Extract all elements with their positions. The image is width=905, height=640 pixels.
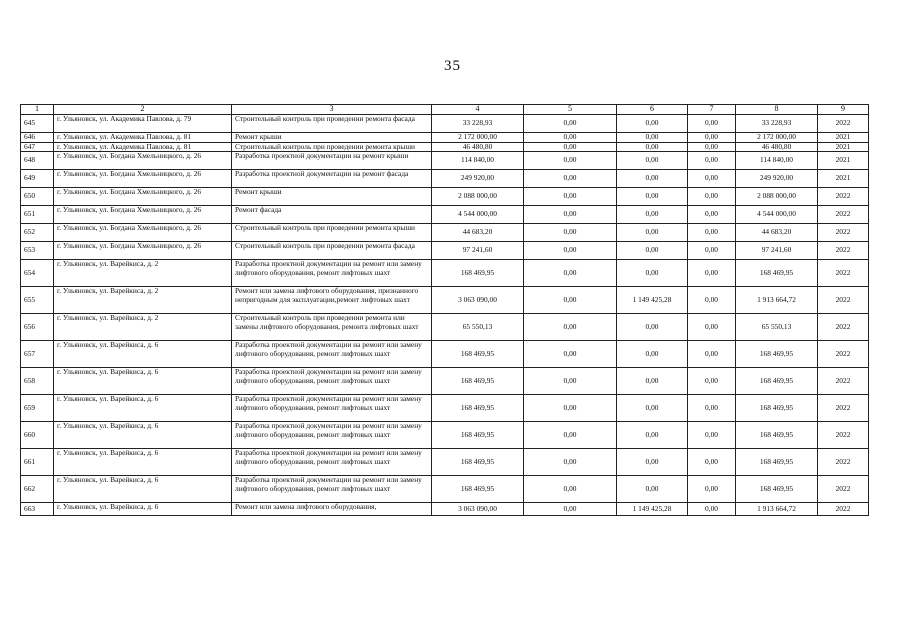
work-type-cell: Ремонт фасада: [232, 206, 432, 224]
total-cost-cell: 2 088 000,00: [432, 188, 524, 206]
year-cell: 2022: [818, 224, 869, 242]
row-number: 650: [21, 188, 54, 206]
address-cell: г. Ульяновск, ул. Варейкиса, д. 6: [54, 449, 232, 476]
total-cost-cell: 168 469,95: [432, 422, 524, 449]
page-number: 35: [444, 58, 461, 74]
work-type-cell: Строительный контроль при проведении ремонта или замены лифтового оборудования, ремонта лифтовых шахт: [232, 314, 432, 341]
table-row: [21, 206, 869, 224]
row-number: 657: [21, 341, 54, 368]
work-type-cell: Разработка проектной документации на ремонт или замену лифтового оборудования, ремонт лифтовых шахт: [232, 368, 432, 395]
row-number: 656: [21, 314, 54, 341]
address-cell: г. Ульяновск, ул. Богдана Хмельницкого, д. 26: [54, 206, 232, 224]
header-cell: 2: [54, 105, 232, 115]
header-cell: 1: [21, 105, 54, 115]
total-cost-cell: 168 469,95: [432, 449, 524, 476]
cost-cell-col7: 0,00: [688, 368, 736, 395]
cost-cell-col8: 1 913 664,72: [736, 287, 818, 314]
cost-cell-col5: 0,00: [524, 314, 617, 341]
cost-cell-col6: 0,00: [617, 341, 688, 368]
cost-cell-col7: 0,00: [688, 449, 736, 476]
table-row: [21, 449, 869, 476]
cost-cell-col8: 44 683,20: [736, 224, 818, 242]
cost-cell-col8: 46 480,80: [736, 142, 818, 152]
year-cell: 2021: [818, 142, 869, 152]
row-number: 646: [21, 133, 54, 143]
table-row: [21, 314, 869, 341]
year-cell: 2022: [818, 287, 869, 314]
cost-cell-col8: 97 241,60: [736, 242, 818, 260]
table-row: [21, 395, 869, 422]
address-cell: г. Ульяновск, ул. Богдана Хмельницкого, д. 26: [54, 188, 232, 206]
year-cell: 2021: [818, 170, 869, 188]
work-type-cell: Строительный контроль при проведении ремонта фасада: [232, 115, 432, 133]
address-cell: г. Ульяновск, ул. Богдана Хмельницкого, д. 26: [54, 152, 232, 170]
work-type-cell: Разработка проектной документации на ремонт или замену лифтового оборудования, ремонт лифтовых шахт: [232, 341, 432, 368]
row-number: 663: [21, 503, 54, 516]
cost-cell-col6: 0,00: [617, 422, 688, 449]
cost-cell-col7: 0,00: [688, 115, 736, 133]
cost-cell-col8: 1 913 664,72: [736, 503, 818, 516]
header-cell: 3: [232, 105, 432, 115]
total-cost-cell: 168 469,95: [432, 395, 524, 422]
row-number: 645: [21, 115, 54, 133]
table-row: [21, 142, 869, 152]
address-cell: г. Ульяновск, ул. Академика Павлова, д. 81: [54, 142, 232, 152]
cost-cell-col7: 0,00: [688, 260, 736, 287]
cost-cell-col5: 0,00: [524, 476, 617, 503]
table-row: [21, 188, 869, 206]
work-type-cell: Строительный контроль при проведении ремонта крыши: [232, 142, 432, 152]
address-cell: г. Ульяновск, ул. Варейкиса, д. 2: [54, 314, 232, 341]
cost-cell-col6: 1 149 425,28: [617, 287, 688, 314]
work-type-cell: Ремонт или замена лифтового оборудования,: [232, 503, 432, 516]
table-body: [21, 115, 869, 516]
year-cell: 2022: [818, 260, 869, 287]
work-type-cell: Строительный контроль при проведении ремонта крыши: [232, 224, 432, 242]
cost-cell-col5: 0,00: [524, 260, 617, 287]
cost-cell-col6: 0,00: [617, 260, 688, 287]
year-cell: 2022: [818, 242, 869, 260]
cost-cell-col7: 0,00: [688, 287, 736, 314]
address-cell: г. Ульяновск, ул. Варейкиса, д. 6: [54, 476, 232, 503]
cost-cell-col5: 0,00: [524, 242, 617, 260]
address-cell: г. Ульяновск, ул. Варейкиса, д. 2: [54, 260, 232, 287]
total-cost-cell: 168 469,95: [432, 368, 524, 395]
cost-cell-col5: 0,00: [524, 206, 617, 224]
year-cell: 2022: [818, 314, 869, 341]
cost-cell-col7: 0,00: [688, 476, 736, 503]
year-cell: 2021: [818, 152, 869, 170]
year-cell: 2022: [818, 206, 869, 224]
cost-cell-col5: 0,00: [524, 188, 617, 206]
cost-cell-col7: 0,00: [688, 133, 736, 143]
cost-cell-col8: 2 172 000,00: [736, 133, 818, 143]
cost-cell-col5: 0,00: [524, 341, 617, 368]
table-row: [21, 368, 869, 395]
cost-cell-col6: 0,00: [617, 314, 688, 341]
row-number: 653: [21, 242, 54, 260]
cost-cell-col5: 0,00: [524, 503, 617, 516]
table-row: [21, 242, 869, 260]
work-type-cell: Разработка проектной документации на ремонт фасада: [232, 170, 432, 188]
total-cost-cell: 4 544 000,00: [432, 206, 524, 224]
cost-cell-col5: 0,00: [524, 115, 617, 133]
total-cost-cell: 168 469,95: [432, 476, 524, 503]
cost-cell-col8: 168 469,95: [736, 368, 818, 395]
table-row: [21, 503, 869, 516]
total-cost-cell: 33 228,93: [432, 115, 524, 133]
cost-cell-col5: 0,00: [524, 287, 617, 314]
cost-cell-col6: 0,00: [617, 449, 688, 476]
total-cost-cell: 249 920,00: [432, 170, 524, 188]
cost-cell-col7: 0,00: [688, 152, 736, 170]
cost-cell-col8: 168 469,95: [736, 449, 818, 476]
header-row: [21, 105, 869, 115]
row-number: 659: [21, 395, 54, 422]
cost-cell-col6: 0,00: [617, 170, 688, 188]
cost-cell-col7: 0,00: [688, 503, 736, 516]
address-cell: г. Ульяновск, ул. Богдана Хмельницкого, д. 26: [54, 170, 232, 188]
year-cell: 2022: [818, 395, 869, 422]
address-cell: г. Ульяновск, ул. Варейкиса, д. 6: [54, 503, 232, 516]
cost-cell-col5: 0,00: [524, 133, 617, 143]
row-number: 651: [21, 206, 54, 224]
row-number: 662: [21, 476, 54, 503]
year-cell: 2022: [818, 476, 869, 503]
address-cell: г. Ульяновск, ул. Богдана Хмельницкого, д. 26: [54, 242, 232, 260]
year-cell: 2022: [818, 115, 869, 133]
row-number: 652: [21, 224, 54, 242]
header-cell: 7: [688, 105, 736, 115]
row-number: 661: [21, 449, 54, 476]
row-number: 655: [21, 287, 54, 314]
cost-cell-col5: 0,00: [524, 395, 617, 422]
header-cell: 5: [524, 105, 617, 115]
cost-cell-col6: 0,00: [617, 476, 688, 503]
cost-cell-col6: 0,00: [617, 115, 688, 133]
year-cell: 2022: [818, 341, 869, 368]
work-type-cell: Разработка проектной документации на ремонт или замену лифтового оборудования, ремонт лифтовых шахт: [232, 395, 432, 422]
cost-cell-col7: 0,00: [688, 422, 736, 449]
cost-cell-col8: 168 469,95: [736, 341, 818, 368]
work-type-cell: Ремонт или замена лифтового оборудования, признанного непригодным для эксплуатации,ремонт лифтовых шахт: [232, 287, 432, 314]
cost-cell-col8: 65 550,13: [736, 314, 818, 341]
total-cost-cell: 44 683,20: [432, 224, 524, 242]
table-row: [21, 287, 869, 314]
row-number: 658: [21, 368, 54, 395]
cost-cell-col7: 0,00: [688, 206, 736, 224]
cost-cell-col5: 0,00: [524, 368, 617, 395]
cost-cell-col6: 1 149 425,28: [617, 503, 688, 516]
header-cell: 6: [617, 105, 688, 115]
cost-cell-col6: 0,00: [617, 242, 688, 260]
cost-cell-col8: 168 469,95: [736, 260, 818, 287]
table-row: [21, 115, 869, 133]
table-row: [21, 224, 869, 242]
address-cell: г. Ульяновск, ул. Варейкиса, д. 6: [54, 341, 232, 368]
cost-cell-col8: 168 469,95: [736, 395, 818, 422]
table-row: [21, 341, 869, 368]
work-type-cell: Разработка проектной документации на ремонт или замену лифтового оборудования, ремонт лифтовых шахт: [232, 449, 432, 476]
cost-cell-col8: 168 469,95: [736, 476, 818, 503]
row-number: 654: [21, 260, 54, 287]
cost-cell-col6: 0,00: [617, 206, 688, 224]
address-cell: г. Ульяновск, ул. Академика Павлова, д. 79: [54, 115, 232, 133]
work-type-cell: Разработка проектной документации на ремонт крыши: [232, 152, 432, 170]
table-row: [21, 260, 869, 287]
cost-cell-col8: 2 088 000,00: [736, 188, 818, 206]
cost-cell-col7: 0,00: [688, 242, 736, 260]
row-number: 647: [21, 142, 54, 152]
year-cell: 2022: [818, 422, 869, 449]
total-cost-cell: 168 469,95: [432, 260, 524, 287]
cost-cell-col6: 0,00: [617, 224, 688, 242]
cost-cell-col5: 0,00: [524, 449, 617, 476]
cost-cell-col5: 0,00: [524, 224, 617, 242]
cost-cell-col6: 0,00: [617, 133, 688, 143]
total-cost-cell: 2 172 000,00: [432, 133, 524, 143]
total-cost-cell: 114 840,00: [432, 152, 524, 170]
cost-cell-col7: 0,00: [688, 224, 736, 242]
cost-cell-col6: 0,00: [617, 368, 688, 395]
row-number: 649: [21, 170, 54, 188]
work-type-cell: Разработка проектной документации на ремонт или замену лифтового оборудования, ремонт лифтовых шахт: [232, 422, 432, 449]
total-cost-cell: 97 241,60: [432, 242, 524, 260]
cost-cell-col7: 0,00: [688, 395, 736, 422]
cost-cell-col7: 0,00: [688, 170, 736, 188]
cost-cell-col8: 114 840,00: [736, 152, 818, 170]
repair-register-table: [20, 104, 869, 516]
table-row: [21, 152, 869, 170]
total-cost-cell: 168 469,95: [432, 341, 524, 368]
cost-cell-col8: 168 469,95: [736, 422, 818, 449]
cost-cell-col7: 0,00: [688, 314, 736, 341]
header-cell: 8: [736, 105, 818, 115]
cost-cell-col5: 0,00: [524, 142, 617, 152]
work-type-cell: Ремонт крыши: [232, 133, 432, 143]
address-cell: г. Ульяновск, ул. Варейкиса, д. 6: [54, 368, 232, 395]
year-cell: 2022: [818, 188, 869, 206]
header-cell: 9: [818, 105, 869, 115]
header-cell: 4: [432, 105, 524, 115]
cost-cell-col5: 0,00: [524, 422, 617, 449]
work-type-cell: Строительный контроль при проведении ремонта фасада: [232, 242, 432, 260]
cost-cell-col5: 0,00: [524, 170, 617, 188]
total-cost-cell: 3 063 090,00: [432, 287, 524, 314]
work-type-cell: Разработка проектной документации на ремонт или замену лифтового оборудования, ремонт лифтовых шахт: [232, 476, 432, 503]
cost-cell-col6: 0,00: [617, 395, 688, 422]
work-type-cell: Разработка проектной документации на ремонт или замену лифтового оборудования, ремонт лифтовых шахт: [232, 260, 432, 287]
row-number: 648: [21, 152, 54, 170]
cost-cell-col8: 4 544 000,00: [736, 206, 818, 224]
cost-cell-col5: 0,00: [524, 152, 617, 170]
total-cost-cell: 46 480,80: [432, 142, 524, 152]
total-cost-cell: 3 063 090,00: [432, 503, 524, 516]
cost-cell-col6: 0,00: [617, 152, 688, 170]
year-cell: 2022: [818, 368, 869, 395]
address-cell: г. Ульяновск, ул. Академика Павлова, д. 81: [54, 133, 232, 143]
table-row: [21, 133, 869, 143]
cost-cell-col7: 0,00: [688, 142, 736, 152]
address-cell: г. Ульяновск, ул. Варейкиса, д. 2: [54, 287, 232, 314]
cost-cell-col8: 33 228,93: [736, 115, 818, 133]
year-cell: 2022: [818, 503, 869, 516]
address-cell: г. Ульяновск, ул. Варейкиса, д. 6: [54, 395, 232, 422]
row-number: 660: [21, 422, 54, 449]
address-cell: г. Ульяновск, ул. Варейкиса, д. 6: [54, 422, 232, 449]
year-cell: 2021: [818, 133, 869, 143]
cost-cell-col7: 0,00: [688, 188, 736, 206]
address-cell: г. Ульяновск, ул. Богдана Хмельницкого, д. 26: [54, 224, 232, 242]
work-type-cell: Ремонт крыши: [232, 188, 432, 206]
cost-cell-col6: 0,00: [617, 188, 688, 206]
table-row: [21, 476, 869, 503]
cost-cell-col6: 0,00: [617, 142, 688, 152]
year-cell: 2022: [818, 449, 869, 476]
table-row: [21, 170, 869, 188]
total-cost-cell: 65 550,13: [432, 314, 524, 341]
cost-cell-col7: 0,00: [688, 341, 736, 368]
table-row: [21, 422, 869, 449]
cost-cell-col8: 249 920,00: [736, 170, 818, 188]
